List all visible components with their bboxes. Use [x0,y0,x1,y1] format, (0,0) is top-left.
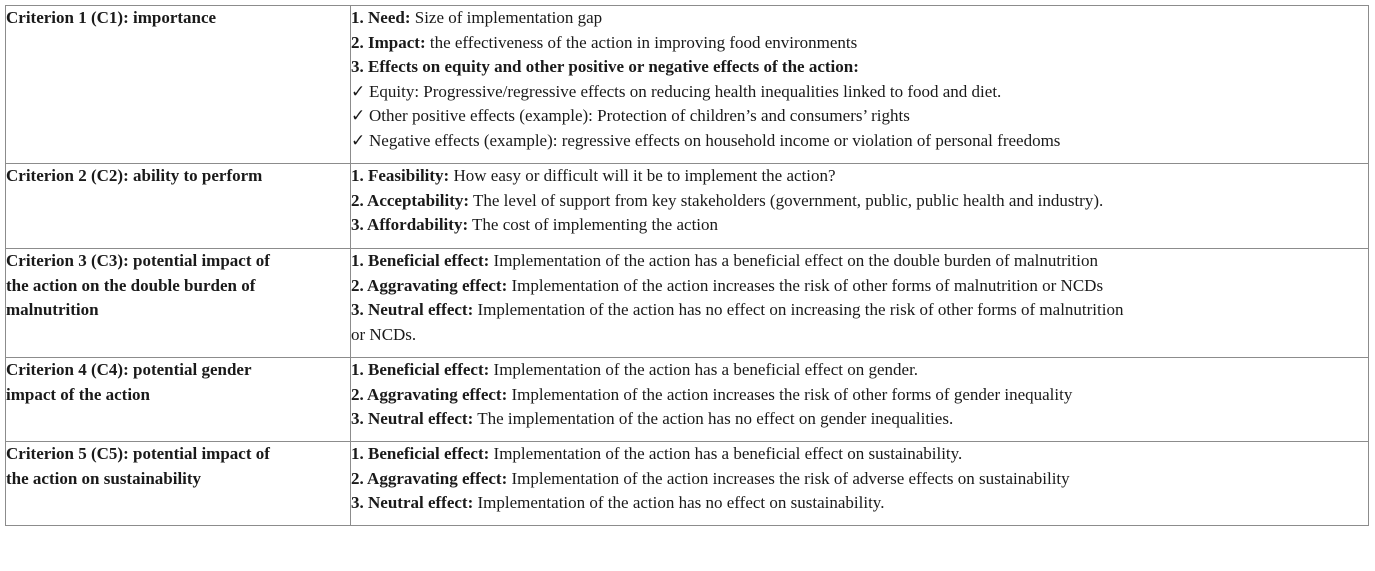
item-label: 1. Feasibility: [351,166,450,185]
criterion-title: Criterion 2 (C2): ability to perform [6,166,263,185]
item-label: 3. Neutral effect: [351,409,474,429]
item-text: Size of implementation gap [410,8,603,27]
item-text: Implementation of the action increases the risk of other forms of gender inequality [507,384,1073,404]
item-label: 2. Impact: [351,32,426,52]
item-text: The implementation of the action has no effect on gender inequalities. [473,409,954,429]
criterion-cell [6,164,351,249]
list-item [351,407,1368,432]
item-label: 3. Neutral effect: [351,493,474,513]
criterion-cell [6,249,351,358]
item-text: Implementation of the action has a beneficial effect on sustainability. [489,444,963,463]
criterion-title: Criterion 1 (C1): importance [6,8,217,27]
sub-item-text: Other positive effects (example): Protection of children’s and consumers’ rights [369,106,910,126]
item-text: Implementation of the action has a beneficial effect on gender. [489,360,919,379]
item-text: Implementation of the action has no effect on increasing the risk of other forms of malnutrition [473,300,1124,320]
item-text: the effectiveness of the action in improving food environments [425,32,858,52]
list-item [351,31,1368,56]
item-text: The level of support from key stakeholders (government, public, public health and industry). [469,190,1104,210]
item-text: Implementation of the action has a beneficial effect on the double burden of malnutrition [489,251,1098,270]
item-label: 2. Aggravating effect: [351,384,508,404]
sub-item-text: Negative effects (example): regressive effects on household income or violation of personal freedoms [369,130,1061,150]
list-item [351,6,1368,31]
list-item [351,442,1368,467]
list-item [351,213,1368,238]
description-cell [351,164,1369,249]
sub-list-item [351,80,1368,105]
criterion-cell [6,442,351,526]
list-item [351,164,1368,189]
criterion-title-line: the action on sustainability [6,468,202,488]
item-label: 1. Beneficial effect: [351,444,490,463]
table-row [6,164,1369,249]
criterion-title-line: Criterion 3 (C3): potential impact of [6,251,270,270]
criterion-title-line: Criterion 4 (C4): potential gender [6,360,252,379]
list-item [351,383,1368,408]
checkmark-icon: ✓ [351,106,366,126]
list-item [351,189,1368,214]
checkmark-icon: ✓ [351,81,366,101]
item-text: The cost of implementing the action [468,215,719,235]
item-text: Implementation of the action increases the risk of adverse effects on sustainability [507,468,1070,488]
item-label: 3. Affordability: [351,215,469,235]
description-cell [351,442,1369,526]
list-item [351,298,1368,323]
table-row [6,249,1369,358]
table-row [6,442,1369,526]
list-item [351,274,1368,299]
description-cell [351,249,1369,358]
item-text: Implementation of the action has no effect on sustainability. [473,493,885,513]
item-label: 2. Acceptability: [351,190,470,210]
item-label: 3. Effects on equity and other positive or negative effects of the action: [351,57,859,77]
list-item [351,491,1368,516]
table-row [6,358,1369,442]
item-label: 1. Beneficial effect: [351,360,490,379]
list-item [351,358,1368,383]
description-cell [351,358,1369,442]
item-label: 2. Aggravating effect: [351,275,508,295]
criterion-title-line: malnutrition [6,300,99,320]
sub-list-item [351,129,1368,154]
criterion-title-line: impact of the action [6,384,151,404]
list-item-continuation: or NCDs. [351,324,417,344]
criterion-title-line: the action on the double burden of [6,275,256,295]
list-item [351,467,1368,492]
description-cell [351,6,1369,164]
criterion-cell [6,358,351,442]
list-item [351,55,1368,80]
checkmark-icon: ✓ [351,130,366,150]
table-row [6,6,1369,164]
criterion-title-line: Criterion 5 (C5): potential impact of [6,444,270,463]
criterion-cell [6,6,351,164]
list-item [351,249,1368,274]
item-text: How easy or difficult will it be to implement the action? [449,166,836,185]
sub-list-item [351,104,1368,129]
item-text: Implementation of the action increases the risk of other forms of malnutrition or NCDs [507,275,1104,295]
item-label: 1. Need: [351,8,411,27]
item-label: 3. Neutral effect: [351,300,474,320]
criteria-table [5,5,1369,526]
item-label: 2. Aggravating effect: [351,468,508,488]
item-label: 1. Beneficial effect: [351,251,490,270]
sub-item-text: Equity: Progressive/regressive effects on reducing health inequalities linked to food and diet. [369,81,1002,101]
